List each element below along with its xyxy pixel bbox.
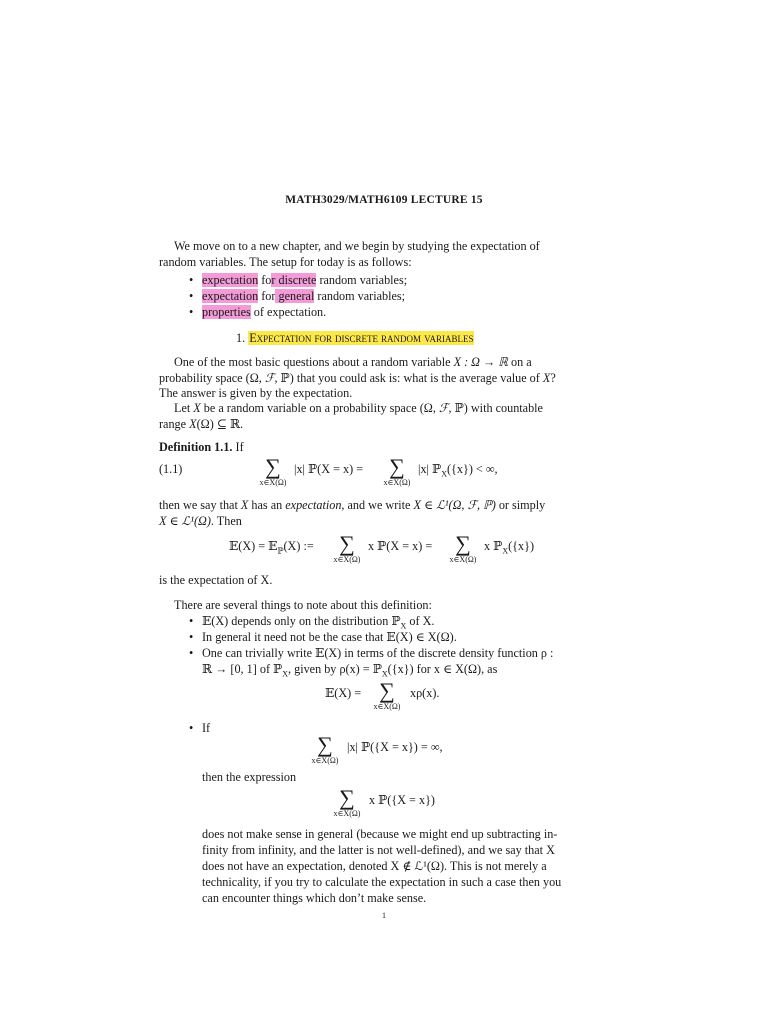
list-item-1: • expectation for discrete random variables;: [202, 273, 407, 289]
highlight: properties: [202, 305, 251, 319]
para1-line-1: One of the most basic questions about a random variable X : Ω → ℝ on a: [174, 355, 532, 369]
highlight: expectation: [202, 289, 259, 303]
note-item-3: • One can trivially write 𝔼(X) in terms of the discrete density function ρ :: [202, 646, 553, 662]
highlight: r discrete: [271, 273, 317, 287]
intro-line-1: We move on to a new chapter, and we begin by studying the expectation of: [174, 239, 540, 253]
intro-line-2: random variables. The setup for today is as follows:: [159, 255, 412, 269]
section-number: 1.: [236, 331, 246, 345]
expectation-eq-mid: x ℙ(X = x) =: [368, 539, 433, 553]
note-item-2: • In general it need not be the case that 𝔼(X) ∈ X(Ω).: [202, 630, 457, 646]
definition-closing: is the expectation of X.: [159, 573, 273, 587]
definition-label: Definition 1.1.: [159, 440, 233, 454]
para2-line-1: Let X be a random variable on a probability space (Ω, ℱ, ℙ) with countable: [174, 401, 543, 415]
divergent-sum-eq: |x| ℙ({X = x}) = ∞,: [347, 740, 443, 754]
note-item-4-line-2: finity from infinity, and the latter is not well-defined), and we say that X: [202, 843, 555, 857]
highlight: expectation: [202, 273, 259, 287]
notes-intro: There are several things to note about this definition:: [174, 598, 432, 612]
note-item-4-then: then the expression: [202, 770, 297, 784]
section-heading: [236, 331, 474, 347]
expectation-eq-left: 𝔼(X) = 𝔼$_ℙ$(X) :=: [229, 539, 314, 556]
note-item-4-line-3: does not have an expectation, denoted X ∉ ℒ¹(Ω). This is not merely a: [202, 859, 547, 873]
para2-line-2: range X(Ω) ⊆ ℝ.: [159, 417, 244, 431]
note-item-4-line-5: can encounter things which don’t make sense.: [202, 891, 427, 905]
sum-symbol: ∑ x∈X(Ω): [373, 678, 401, 711]
sum-symbol: ∑ x∈X(Ω): [383, 454, 411, 487]
definition-then-line-1: then we say that X has an expectation, and we write X ∈ ℒ¹(Ω, ℱ, ℙ) or simply: [159, 498, 546, 512]
equation-left: |x| ℙ(X = x) =: [294, 462, 364, 476]
equation-number: (1.1): [159, 462, 183, 476]
sum-symbol: ∑ x∈X(Ω): [259, 454, 287, 487]
page-number: 1: [382, 911, 386, 920]
page-title: MATH3029/MATH6109 LECTURE 15: [285, 194, 483, 206]
note-item-3-line-2: ℝ → [0, 1] of ℙ$_X$, given by ρ(x) = ℙ$_X$({x}) for x ∈ X(Ω), as: [202, 662, 498, 679]
sum-symbol: ∑ x∈X(Ω): [333, 531, 361, 564]
note-item-4-line-1: does not make sense in general (because we might end up subtracting in-: [202, 827, 558, 841]
list-item-2: • expectation for general random variables;: [202, 289, 405, 305]
highlight: general: [275, 289, 315, 303]
list-item-3: • properties of expectation.: [202, 305, 326, 321]
equation-right: |x| ℙ$_X$({x}) < ∞,: [418, 462, 498, 479]
sum-symbol: ∑ x∈X(Ω): [333, 785, 361, 818]
note-item-1: • 𝔼(X) depends only on the distribution ℙ$_X$ of X.: [202, 614, 434, 634]
definition-then-line-2: X ∈ ℒ¹(Ω). Then: [159, 514, 242, 528]
section-title: Expectation for discrete random variables: [249, 331, 474, 345]
expression-eq: x ℙ({X = x}): [369, 793, 435, 807]
expectation-eq-right: x ℙ$_X$({x}): [484, 539, 535, 556]
density-eq-left: 𝔼(X) =: [325, 686, 362, 700]
para1-line-3: The answer is given by the expectation.: [159, 386, 353, 400]
definition-heading: Definition 1.1. If: [159, 440, 244, 454]
para1-line-2: probability space (Ω, ℱ, ℙ) that you could ask is: what is the average value of X?: [159, 371, 556, 385]
sum-symbol: ∑ x∈X(Ω): [311, 732, 339, 765]
note-item-4-line-4: technicality, if you try to calculate the expectation in such a case then you: [202, 875, 562, 889]
density-eq-right: xρ(x).: [410, 686, 440, 700]
sum-symbol: ∑ x∈X(Ω): [449, 531, 477, 564]
note-item-4: • If: [202, 721, 210, 737]
